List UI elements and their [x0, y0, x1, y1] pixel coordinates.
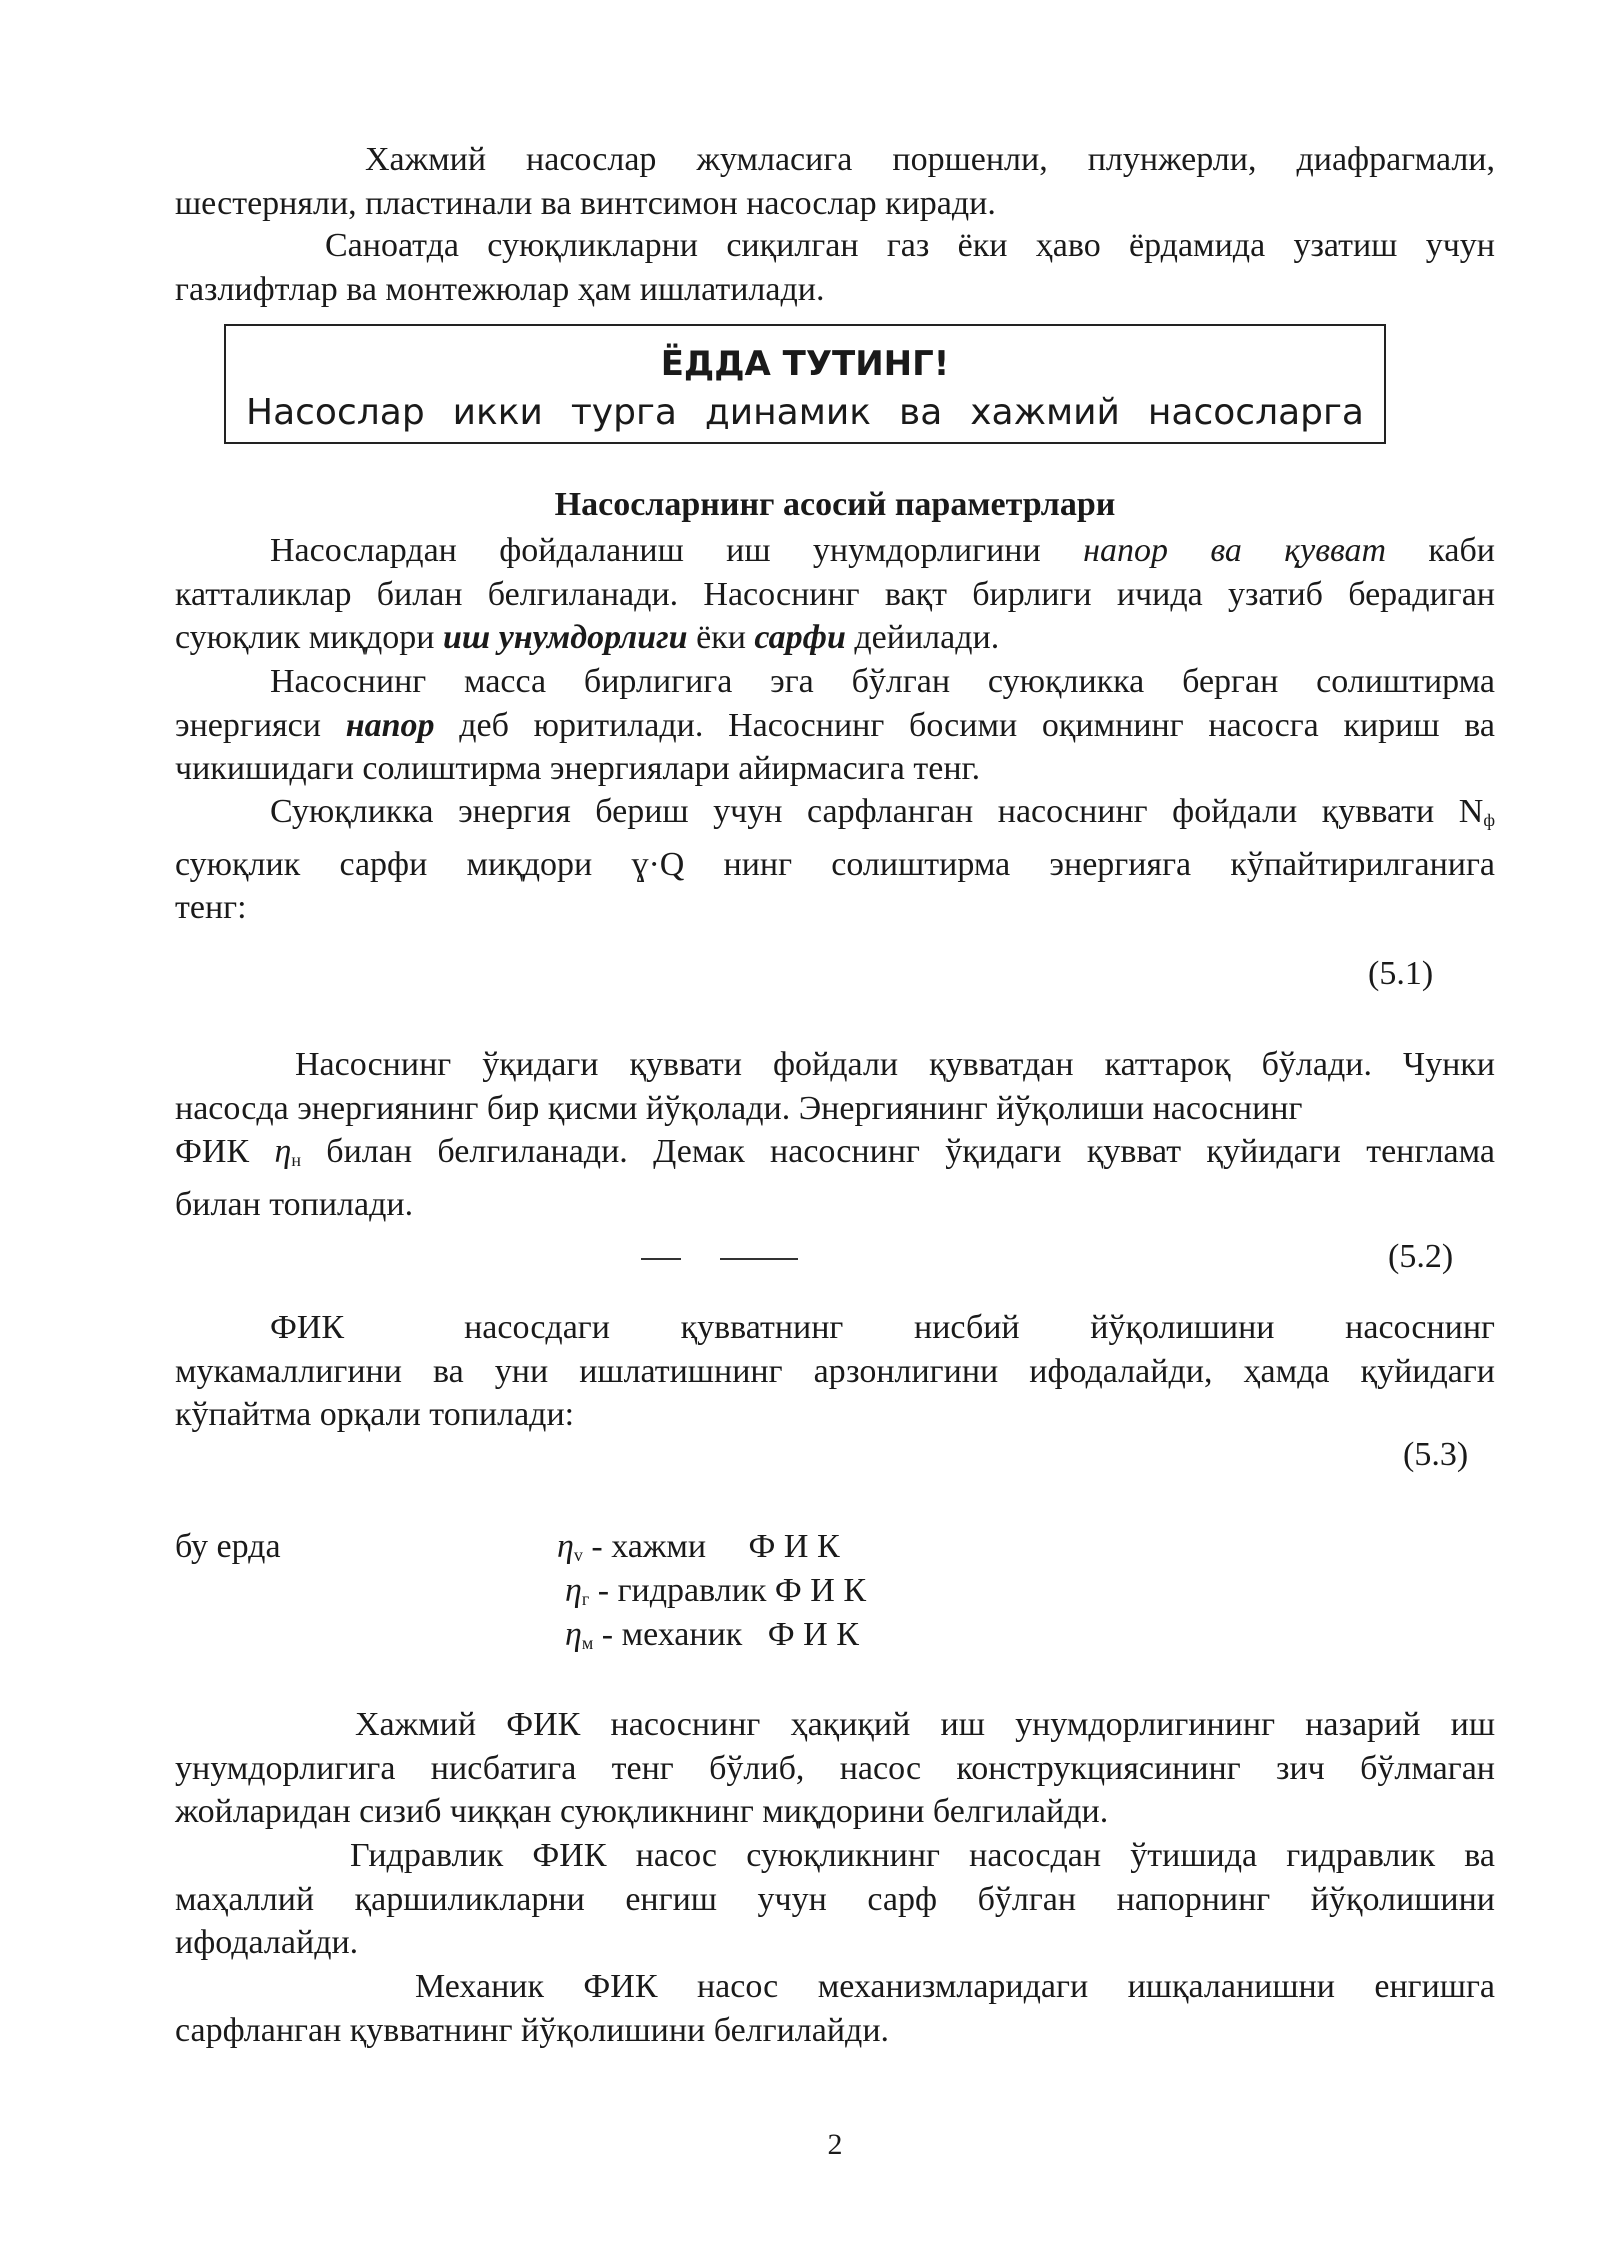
text-line: шестерняли, пластинали ва винтсимон насослар киради. [175, 184, 996, 222]
text-line: унумдорлигига нисбатига тенг бўлиб, насос конструкциясининг зич бўлмаган [175, 1749, 1495, 1787]
definition-item: $\eta_м$ - механик Ф И К [565, 1616, 859, 1653]
emphasis-text: напор ва қувват [1083, 532, 1387, 569]
section-paragraph-1 [175, 529, 1495, 660]
text-line: ифодалайди. [175, 1924, 359, 1961]
equation-number: (5.1) [1368, 955, 1434, 992]
text-line: сарфланган қувватнинг йўқолишини белгилайди. [175, 2011, 890, 2049]
emphasis-text: сарфи [754, 619, 846, 656]
section-paragraph-2 [175, 660, 1495, 791]
text-line: Гидравлик ФИК насос суюқликнинг насосдан ўтишида гидравлик ва [350, 1837, 1495, 1874]
text-line: билан топилади. [175, 1185, 414, 1223]
text-line: маҳаллий қаршиликларни енгиш учун сарф бўлган напорнинг йўқолишини [175, 1880, 1495, 1918]
section-heading: Насосларнинг асосий параметрлари [554, 486, 1116, 523]
definition-item: $\eta_v$ - хажми Ф И К [557, 1528, 840, 1565]
text-line: катталиклар билан белгиланади. Насоснинг вақт бирлиги ичида узатиб берадиган [175, 575, 1495, 613]
text-line: Хажмий насослар жумласига поршенли, плунжерли, диафрагмали, [365, 141, 1495, 178]
emphasis-text: напор [345, 706, 435, 744]
efficiency-paragraph-2 [175, 1306, 1495, 1437]
closing-paragraph-3 [175, 1965, 1495, 2052]
text-line: суюқлик сарфи миқдори ɣ·Q нинг солиштирма энергияга кўпайтирилганига [175, 845, 1495, 883]
text-line: мукамаллигини ва уни ишлатишнинг арзонлигини ифодалайди, ҳамда қуйидаги [175, 1352, 1495, 1390]
note-title: ЁДДА ТУТИНГ! [660, 344, 950, 384]
efficiency-paragraph-1 [175, 1043, 1495, 1226]
page-number: 2 [827, 2128, 843, 2161]
remember-note-box [224, 324, 1386, 444]
definition-item: $\eta_г$ - гидравлик Ф И К [565, 1572, 866, 1609]
text-line: Саноатда суюқликларни сиқилган газ ёки ҳаво ёрдамида узатиш учун [325, 227, 1495, 264]
text-line: Механик ФИК насос механизмларидаги ишқаланишни енгишга [415, 1968, 1495, 2005]
text-line: жойларидан сизиб чиққан суюқликнинг миқдорини белгилайди. [175, 1793, 1109, 1830]
text-line: Насоснинг масса бирлигига эга бўлган суюқликка берган солиштирма [270, 663, 1495, 700]
equation-number: (5.2) [1388, 1238, 1454, 1275]
text-line: Насоснинг ўқидаги қуввати фойдали қувватдан каттароқ бўлади. Чунки [295, 1046, 1495, 1083]
text-line: энергияси напор деб юритилади. Насоснинг босими оқимнинг насосга кириш ва [175, 706, 1495, 744]
definitions-label: бу ерда [175, 1528, 281, 1565]
text-line: чикишидаги солиштирма энергиялари айирмасига тенг. [175, 750, 981, 787]
text-line: Хажмий ФИК насоснинг ҳақиқий иш унумдорлигининг назарий иш [355, 1706, 1495, 1743]
emphasis-text: иш унумдорлиги [442, 619, 688, 656]
text-line: Насослардан фойдаланиш иш унумдорлигини напор ва қувват каби [270, 532, 1496, 569]
text-line: тенг: [175, 889, 247, 926]
text-line: Суюқликка энергия бериш учун сарфланган насоснинг фойдали қуввати $N_ф$ [270, 793, 1495, 830]
equation-number: (5.3) [1403, 1436, 1469, 1473]
note-text: Насослар икки турга динамик ва хажмий насосларга [246, 392, 1364, 433]
eta-symbol: η [274, 1133, 292, 1170]
text-line: суюқлик миқдори иш унумдорлиги ёки сарфи дейилади. [175, 619, 1000, 656]
intro-paragraph-2 [175, 224, 1495, 311]
closing-paragraph-2 [175, 1834, 1495, 1965]
text-line: ФИК насосдаги қувватнинг нисбий йўқолишини насоснинг [270, 1309, 1495, 1346]
text-line: кўпайтма орқали топилади: [175, 1396, 575, 1433]
text-line: насосда энергиянинг бир қисми йўқолади. Энергиянинг йўқолиши насоснинг [175, 1089, 1303, 1127]
text-line: газлифтлар ва монтежюлар ҳам ишлатилади. [175, 270, 825, 308]
section-paragraph-3 [175, 790, 1495, 930]
closing-paragraph-1 [175, 1703, 1495, 1834]
text-line: ФИК $\eta_н$ билан белгиланади. Демак насоснинг ўқидаги қувват қуйидаги тенглама [175, 1133, 1495, 1170]
fraction-bar [720, 1258, 798, 1260]
fraction-bar [641, 1258, 681, 1260]
intro-paragraph-1 [175, 138, 1495, 225]
